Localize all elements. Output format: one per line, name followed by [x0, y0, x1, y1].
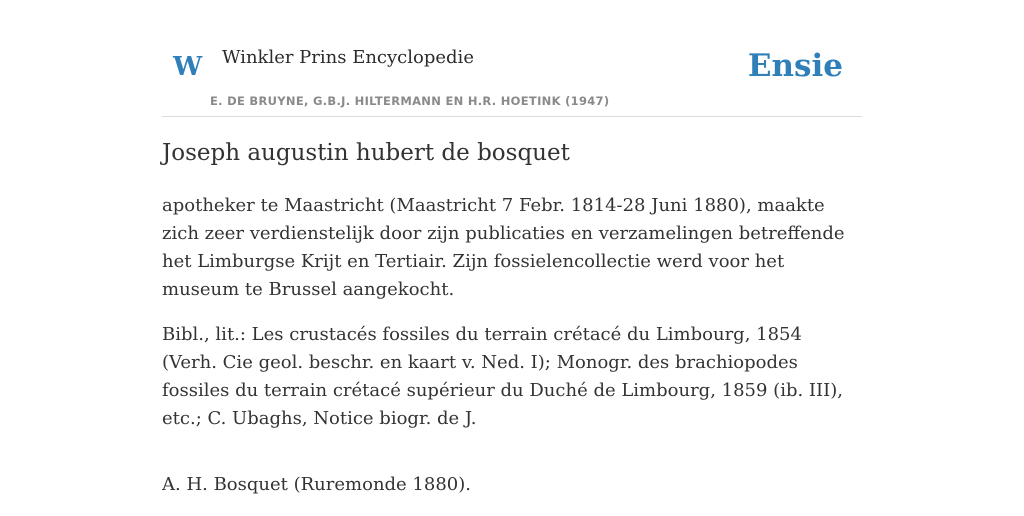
- article-title: Joseph augustin hubert de bosquet: [162, 140, 570, 166]
- winkler-prins-logo[interactable]: W: [173, 52, 203, 82]
- book-authors: E. DE BRUYNE, G.B.J. HILTERMANN EN H.R. HOETINK (1947): [210, 94, 610, 108]
- article-paragraph: A. H. Bosquet (Ruremonde 1880).: [162, 474, 471, 495]
- bibliography-paragraph: Bibl., lit.: Les crustacés fossiles du terrain crétacé du Limbourg, 1854 (Verh. Cie geol. beschr. en kaart v. Ned. I); Monogr. des brachiopodes fossiles du terrain crétacé supérieur du Duché de Limbourg, 1859 (ib. III), etc.; C. Ubaghs, Notice biogr. de J.: [162, 324, 843, 429]
- page-header: [162, 38, 862, 117]
- article-paragraph: apotheker te Maastricht (Maastricht 7 Febr. 1814-28 Juni 1880), maakte zich zeer verdienstelijk door zijn publicaties en verzamelingen betreffende het Limburgse Krijt en Tertiair. Zijn fossielencollectie werd voor het museum te Brussel aangekocht.: [162, 195, 845, 300]
- ensie-logo[interactable]: Ensie: [747, 48, 843, 84]
- book-title[interactable]: Winkler Prins Encyclopedie: [222, 47, 474, 68]
- article-body: [162, 192, 862, 516]
